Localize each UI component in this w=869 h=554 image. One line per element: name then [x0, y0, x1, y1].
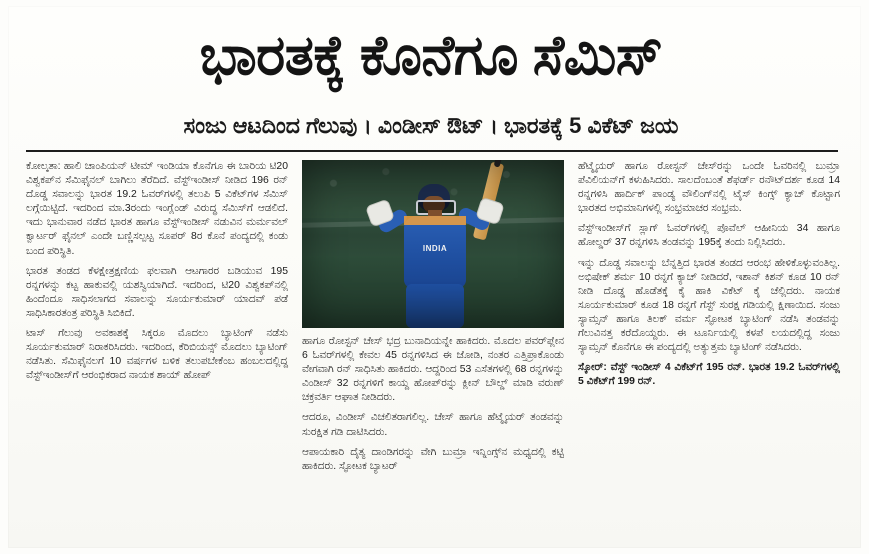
column-middle [302, 160, 564, 540]
column-right [578, 160, 840, 540]
paragraph: ಆಪಾಯಕಾರಿ ದೈತ್ಯ ದಾಂಡಿಗರನ್ನು ವೇಗಿ ಬುಮ್ರಾ ಇನ್ನಿಂಗ್ಸ್‌ನ ಮಧ್ಯದಲ್ಲಿ ಕಟ್ಟಿ ಹಾಕಿದರು. ಸ್ಫೋಟಕ ಬ್ಯಾಟರ್ [302, 446, 564, 472]
article-photo [302, 160, 564, 328]
column-left [26, 160, 288, 540]
paragraph: ಹೆಟ್ಮೈಯರ್ ಹಾಗೂ ರೋಸ್ಟನ್ ಚೇಸ್‌ರನ್ನು ಒಂದೇ ಓವರಿನಲ್ಲಿ ಬುಮ್ರಾ ಪೆವಿಲಿಯನ್‌ಗೆ ಕಳುಹಿಸಿದರು. ಸಾಲದೆಂಬಂತೆ ಶೆಫರ್ಡ್ ರನೌಟ್‌ದರ್ಶ ಕೂಡ 14 ರನ್ನಗಳಿಸಿ ಹಾರ್ದಿಕ್ ಪಾಂಡ್ಯ ವೌಲಿಂಗ್‌ನಲ್ಲಿ ಟೈಸ್ ಕಿಂಗ್ಸ್ ಕ್ಯಾಚ್ ಕೊಟ್ಟಾಗ ಭಾರತದ ಅಭಿಮಾನಿಗಳಲ್ಲಿ ಸಂಭ್ರಮಾಚರ ಸಂಭ್ರಮ. [578, 161, 840, 215]
jersey-text: INDIA [422, 244, 448, 253]
paragraph: ಕೋಲ್ಕತಾ: ಹಾಲಿ ಚಾಂಪಿಯನ್ ಟೀಮ್ ಇಂಡಿಯಾ ಕೊನೆಗೂ ಈ ಬಾರಿಯ ಟಿ20 ವಿಶ್ವಕಪ್‌ನ ಸೆಮಿಫೈನಲ್ ಬಾಗಿಲು ತೆರೆದಿದೆ. ವೆಸ್ಟ್ಇಂಡೀಸ್ ನೀಡಿದ 196 ರನ್ ದೊಡ್ಡ ಸವಾಲನ್ನು ಭಾರತ 19.2 ಓವರ್‌ಗಳಲ್ಲಿ ತಲುಪಿ 5 ವಿಕೆಟ್‌ಗಳ ಸೆಮಿಸ್ ಲಗ್ಗೆಯಿಟ್ಟಿದೆ. ಇದರಿಂದ ಮಾ.3ರಂದು ಇಂಗ್ಲೆಂಡ್ ವಿರುದ್ಧ ಸೆಮಿಸ್‌ಗೆ ಆಡಲಿದೆ. ಇದು ಭಾನುವಾರ ನಡೆದ ಭಾರತ ಹಾಗೂ ವೆಸ್ಟ್ಇಂಡೀಸ್ ನಡುವಿನ ಮರ್ಮವಲ್ ಕ್ವಾರ್ಟರ್ ಫೈನಲ್ ಎಂದೇ ಬಣ್ಣಿಸಲ್ಪಟ್ಟ ಸೂಪರ್ 8ರ ಕೊನೆ ಪಂದ್ಯದಲ್ಲಿ ಕಂಡು ಬಂದ ಪರಿಸ್ಥಿತಿ. [26, 161, 288, 257]
subheadline: ಸಂಜು ಆಟದಿಂದ ಗೆಲುವು । ವಿಂಡೀಸ್ ಔಟ್ । ಭಾರತಕ್ಕೆ 5 ವಿಕೆಟ್ ಜಯ [183, 113, 679, 138]
paragraph: ಇನ್ನು ದೊಡ್ಡ ಸವಾಲನ್ನು ಬೆನ್ನತ್ತಿದ ಭಾರತ ತಂಡದ ಆರಂಭ ಹೇಳಿಕೊಳ್ಳುವಂತಿಲ್ಲ. ಅಭಿಷೇಕ್ ಶರ್ಮ 10 ರನ್ನಗೆ ಕ್ಯಾಚ್ ನೀಡಿದರೆ, ಇಶಾನ್ ಕಿಶನ್ ಕೂಡ 10 ರನ್ ನೀಡಿ ದೊಡ್ಡ ಹೊಡೆತಕ್ಕೆ ಕೈ ಹಾಕಿ ವಿಕೆಟ್ ಕೈ ಚೆಲ್ಲಿದರು. ನಾಯಕ ಸೂರ್ಯಕುಮಾರ್ ಕೂಡ 18 ರನ್ನಗೆ ಗೆಸ್ಟ್ ಸುರಕ್ಷ ಗಡಿಯಲ್ಲಿ ಕ್ಷಿಣಾಯಿದ. ಸಂಜು ಸ್ಯಾಮ್ಸನ್ ಹಾಗೂ ತಿಲಕ್ ವರ್ಮ ಸ್ಫೋಟಕ ಬ್ಯಾಟಿಂಗ್ ನಡೆಸಿ ತಂಡವನ್ನು ಗೆಲುವಿನತ್ತ ಕರೆದೊಯ್ದರು. ಈ ಟೂರ್ನಿಯಲ್ಲಿ ಕಳಪೆ ಲಯದಲ್ಲಿದ್ದ ಸಂಜು ಸ್ಯಾಮ್ಸನ್ ಕೊನೆಗೂ ಈ ಪಂದ್ಯದಲ್ಲಿ ಅತ್ಯುತ್ತಮ ಬ್ಯಾಟಿಂಗ್ ನಡೆಸಿದರು. [578, 257, 840, 354]
page-title: ಭಾರತಕ್ಕೆ ಕೊನೆಗೂ ಸೆಮಿಸ್ [199, 24, 663, 86]
article-columns [26, 160, 840, 540]
paragraph: ಆದರೂ, ವಿಂಡೀಸ್ ವಿಚಲಿತರಾಗಲಿಲ್ಲ. ಚೇಸ್ ಹಾಗೂ ಹೆಟ್ಮೈಯರ್ ತಂಡವನ್ನು ಸುರಕ್ಷಿತ ಗಡಿ ದಾಟಿಸಿದರು. [302, 412, 564, 438]
header-divider [26, 150, 838, 152]
paragraph: ವೆಸ್ಟ್ಇಂಡೀಸ್‌ಗೆ ಸ್ಲಾಗ್ ಓವರ್‌ಗಳಲ್ಲಿ ಪೊವೆಲ್ ಆಹೀನಿಯ 34 ಹಾಗೂ ಹೋಲ್ಡರ್ 37 ರನ್ನಗಳಿಸಿ ತಂಡವನ್ನು 195ಕ್ಕೆ ತಂದು ನಿಲ್ಲಿಸಿದರು. [578, 223, 840, 249]
paragraph: ಭಾರತ ತಂಡದ ಕೆಳಕ್ಷೇತ್ರಕ್ಷಣಿಯ ಫಲವಾಗಿ ಆಟಗಾರರ ಬಡಿಯುವ 195 ರನ್ನಗಳನ್ನು ಕಟ್ಟ ಹಾಕುವಲ್ಲಿ ಯಶಸ್ವಿಯಾಗಿದೆ. ಇದರಿಂದ, ಟಿ20 ವಿಶ್ವಕಪ್‌ನಲ್ಲಿ ಹಿಂದೆಂದೂ ಸಾಧಿಸಲಾಗದ ಸವಾಲನ್ನು ಸೂರ್ಯಕುಮಾರ್ ಯಾದವ್ ಪಡೆ ಸಾಧಿಸಿಕಾರತಂತ್ರ ಪರಿಸ್ಥಿತಿ ಸಿಬಿಕಿದೆ. [26, 265, 288, 319]
paragraph: ಹಾಗೂ ರೋಸ್ಟನ್ ಚೇಸ್ ಭದ್ರ ಬುನಾದಿಯನ್ನೇ ಹಾಕಿದರು. ಮೊದಲ ಪವರ್‌ಪ್ಲೇನ 6 ಓವರ್‌ಗಳಲ್ಲಿ ಕೇವಲ 45 ರನ್ನಗಳಿಸಿದ ಈ ಜೋಡಿ, ನಂತರ ಎತ್ತಿಪ್ರಾಕೊಂಡು ವೇಗವಾಗಿ ರನ್ ಸಾಧಿಸಿತು ಹಾಕಿದರು. ಆದ್ದರಿಂದ 53 ಎಸೆತಗಳಲ್ಲಿ 68 ರನ್ನಗಳನ್ನು ವಿಂಡೀಸ್ 32 ರನ್ನಗಳಿಗೆ ಕಾಯ್ದ ಹೋಪ್‌ರನ್ನು ಕ್ಲೀನ್ ಬೌಲ್ಡ್ ಮಾಡಿ ವರುಣ್ ಚಕ್ರವರ್ತಿ ಆಘಾತ ನೀಡಿದರು. [302, 336, 564, 404]
photo-vignette [302, 160, 564, 328]
paragraph: ಟಾಸ್ ಗೆಲುವು ಅವಕಾಶಕ್ಕೆ ಸಿಕ್ಕರೂ ಮೊದಲು ಬ್ಯಾಟಿಂಗ್ ನಡೆಸು ಸೂರ್ಯಕುಮಾರ್ ನಿರಾಕರಿಸಿದರು. ಇದರಿಂದ, ಕೆರಿಬಿಯನ್ಸ್ ಮೊದಲು ಬ್ಯಾಟಿಂಗ್ ನಡೆಸಿತು. ಸೆಮಿಫೈನಲಗೆ 10 ವರ್ಷಗಳ ಬಳಿಕ ತಲುಪಬೇಕೆಂಬ ಹಂಬಲದಲ್ಲಿದ್ದ ವೆಸ್ಟ್ಇಂಡೀಸ್‌ಗೆ ಆರಂಭಿಕರಾದ ನಾಯಕ ಶಾಯ್ ಹೋಪ್ [26, 328, 288, 382]
score-summary: ಸ್ಕೋರ್: ವೆಸ್ಟ್ ಇಂಡೀಸ್ 4 ವಿಕೆಟ್‌ಗೆ 195 ರನ್. ಭಾರತ 19.2 ಓವರ್‌ಗಳಲ್ಲಿ 5 ವಿಕೆಟ್‌ಗೆ 199 ರನ್. [578, 362, 840, 388]
